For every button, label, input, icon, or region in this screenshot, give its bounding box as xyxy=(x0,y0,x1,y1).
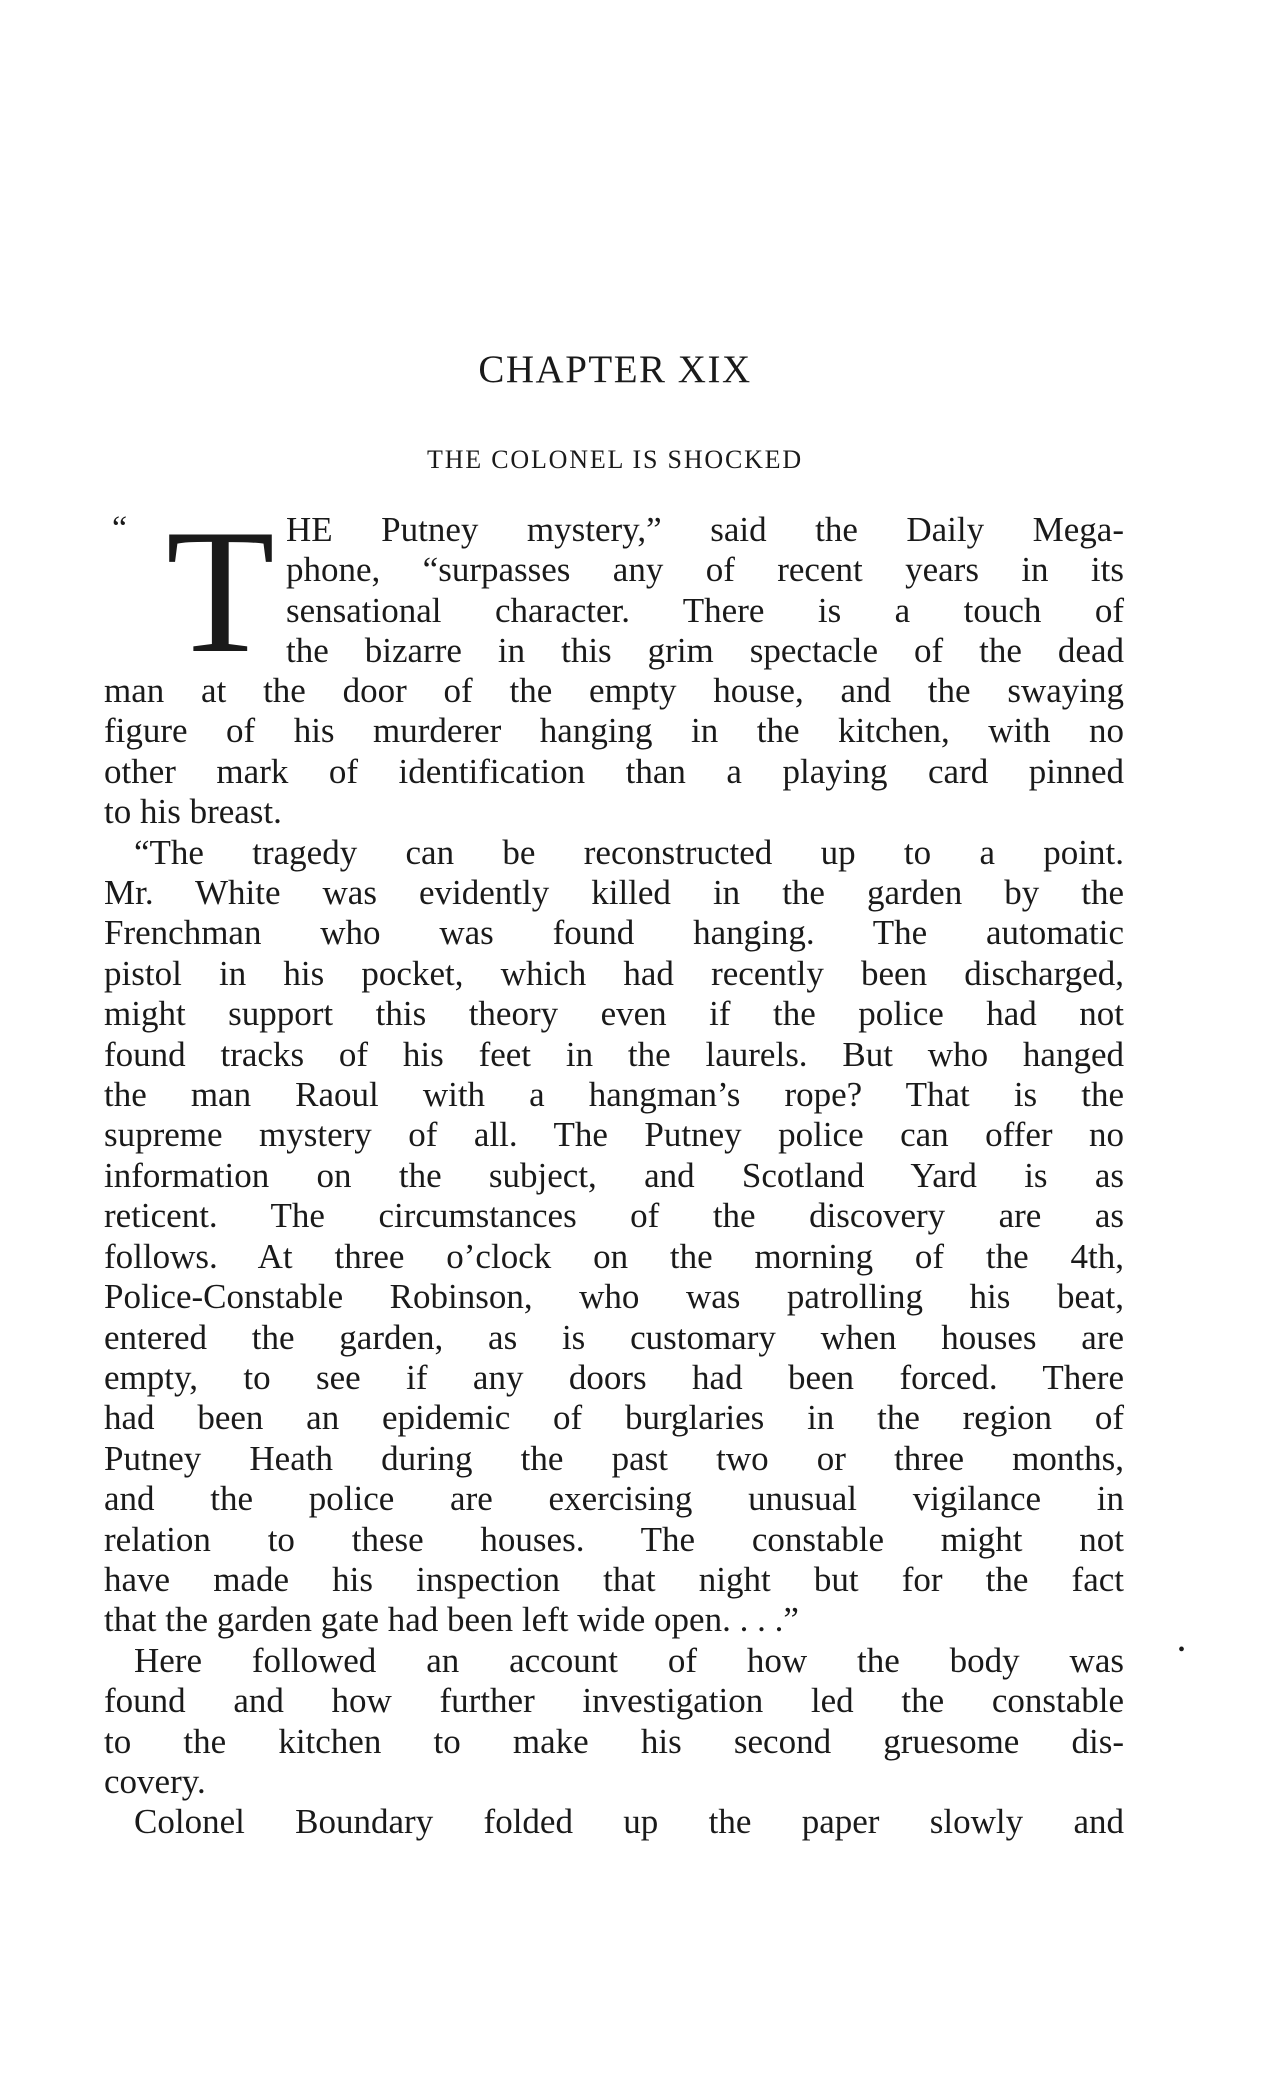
text-line: man at the door of the empty house, and the swaying xyxy=(104,671,1124,710)
opening-lines xyxy=(286,510,1124,672)
text-line: Police-Constable Robinson, who was patrolling his beat, xyxy=(104,1277,1124,1317)
text-line: to his breast. xyxy=(104,792,282,832)
text-line: have made his inspection that night but for the fact xyxy=(104,1559,1124,1599)
text-line: reticent. The circumstances of the discovery are as xyxy=(104,1196,1124,1236)
opening-line: phone, “surpasses any of recent years in its xyxy=(286,550,1124,590)
opening-line: HE Putney mystery,” said the Daily Mega- xyxy=(286,510,1124,549)
text-line: empty, to see if any doors had been forced. There xyxy=(104,1357,1124,1397)
text-line: “The tragedy can be reconstructed up to a point. xyxy=(134,832,1124,872)
text-line: supreme mystery of all. The Putney police can offer no xyxy=(104,1115,1124,1155)
chapter-heading: CHAPTER XIX xyxy=(478,348,752,391)
text-line: Here followed an account of how the body was xyxy=(134,1640,1124,1680)
body-text xyxy=(104,671,1124,1843)
text-line: information on the subject, and Scotland Yard is as xyxy=(104,1155,1124,1195)
opening-line: sensational character. There is a touch of xyxy=(286,590,1124,630)
text-line: Colonel Boundary folded up the paper slowly and xyxy=(134,1802,1124,1842)
text-line: Putney Heath during the past two or three months, xyxy=(104,1438,1124,1478)
text-line: relation to these houses. The constable might not xyxy=(104,1519,1124,1559)
text-line: found tracks of his feet in the laurels. But who hanged xyxy=(104,1034,1124,1074)
text-line: had been an epidemic of burglaries in the region of xyxy=(104,1398,1124,1438)
text-line: follows. At three o’clock on the morning of the 4th, xyxy=(104,1236,1124,1276)
text-line: that the garden gate had been left wide open. . . .” xyxy=(104,1600,799,1640)
drop-cap: T xyxy=(166,492,275,690)
text-line: Mr. White was evidently killed in the garden by the xyxy=(104,873,1124,913)
text-line: found and how further investigation led the constable xyxy=(104,1681,1124,1721)
opening-line: the bizarre in this grim spectacle of the dead xyxy=(286,631,1124,671)
chapter-subtitle: THE COLONEL IS SHOCKED xyxy=(427,445,803,474)
opening-quote-mark: “ xyxy=(112,510,128,547)
opening-paragraph xyxy=(104,492,1124,690)
text-line: pistol in his pocket, which had recently been discharged, xyxy=(104,953,1124,993)
margin-speck: • xyxy=(1178,1639,1186,1661)
text-line: covery. xyxy=(104,1761,206,1801)
text-line: Frenchman who was found hanging. The automatic xyxy=(104,913,1124,953)
text-line: might support this theory even if the police had not xyxy=(104,994,1124,1034)
text-line: figure of his murderer hanging in the kitchen, with no xyxy=(104,711,1124,751)
text-line: other mark of identification than a playing card pinned xyxy=(104,751,1124,791)
text-line: and the police are exercising unusual vigilance in xyxy=(104,1479,1124,1519)
text-line: the man Raoul with a hangman’s rope? That is the xyxy=(104,1075,1124,1115)
text-line: to the kitchen to make his second gruesome dis- xyxy=(104,1721,1124,1761)
text-line: entered the garden, as is customary when houses are xyxy=(104,1317,1124,1357)
